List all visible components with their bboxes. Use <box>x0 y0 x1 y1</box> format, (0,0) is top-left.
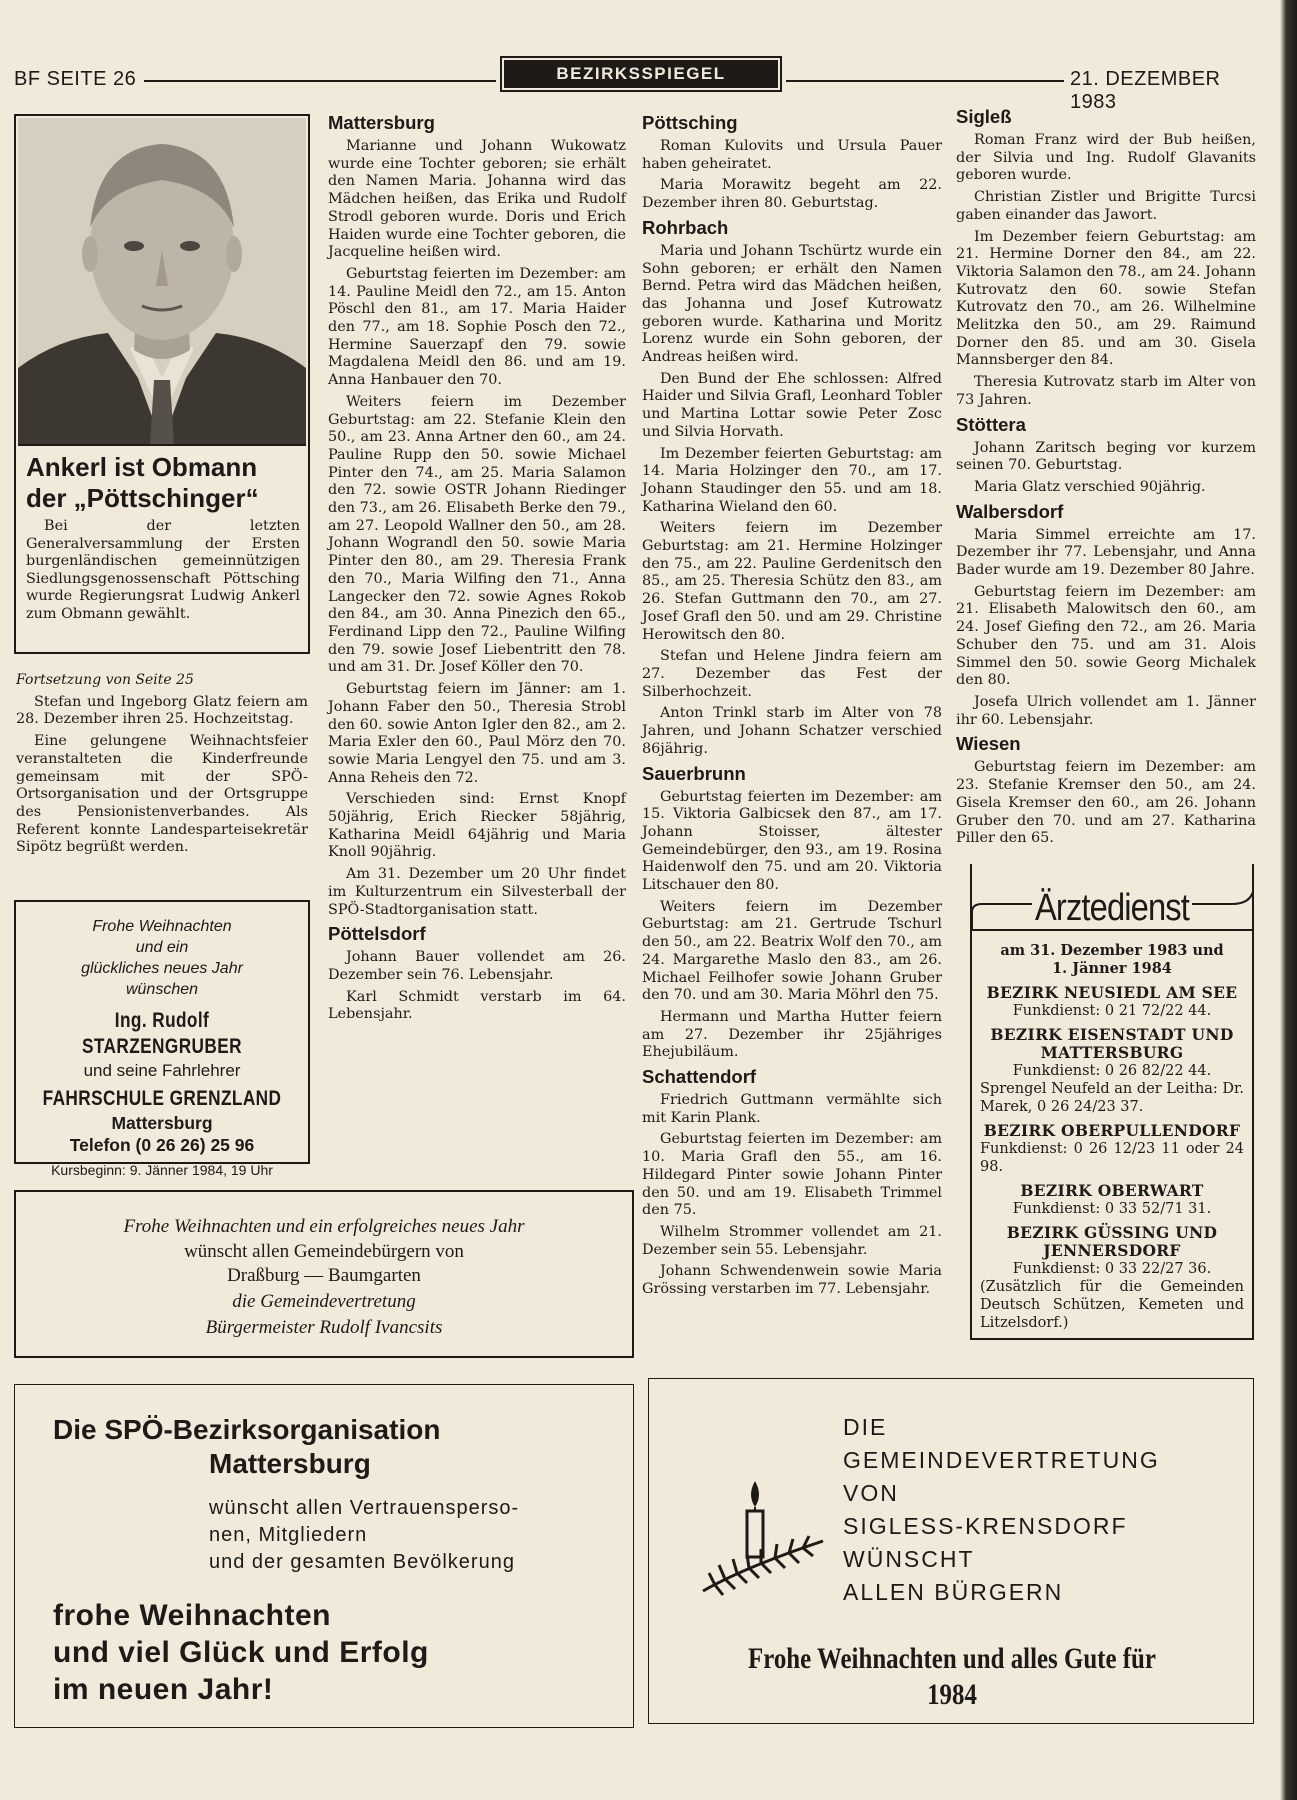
district-name: BEZIRK EISENSTADT UND <box>990 1025 1234 1044</box>
article-paragraph: Weiters feiern im Dezember Geburtstag: am 22. Stefanie Klein den 50., am 23. Anna Artner den 60., am 24. Pauline Rupp den 50. sowie Michael Pinter den 74., am 25. Maria Salamon den 72. sowie OSTR Johann Riedinger den 73., am 26. Elisabeth Berke den 79., am 27. Leopold Wallner den 50., am 28. Johann Wograndl den 50. sowie Maria Pinter den 80., am 29. Theresia Frank den 70., Maria Wilfing den 71., Anna Langecker den 72. sowie Agnes Rokob den 84., am 30. Anna Pinezich den 65., Ferdinand Lipp den 72., Pauline Wilfing den 79. sowie Josef Liebentritt den 78. und am 31. Dr. Josef Köller den 70. <box>328 393 626 676</box>
ad-line: Frohe Weihnachten <box>92 918 232 935</box>
doctor-duty-content <box>972 942 1252 1332</box>
headline-line-2: der „Pöttschinger“ <box>26 483 259 513</box>
article-paragraph: Friedrich Guttmann vermählte sich mit Karin Plank. <box>642 1092 942 1126</box>
duty-date: am 31. Dezember 1983 und <box>1000 942 1224 959</box>
header-rule-left <box>144 80 496 82</box>
ad-line: DIE <box>843 1414 888 1440</box>
header-rule-right <box>786 80 1064 82</box>
district-note: (Zusätzlich für die Gemeinden Deutsch Schützen, Kemeten und Litzelsdorf.) <box>980 1279 1244 1331</box>
duty-date: 1. Jänner 1984 <box>1052 960 1172 977</box>
sigless-greeting-ad <box>648 1378 1254 1724</box>
ad-line: und ein <box>135 939 189 956</box>
section-heading-poettsching: Pöttsching <box>642 112 738 133</box>
ad-line: wünscht allen Vertrauensperso- <box>209 1497 520 1519</box>
course-start: Kursbeginn: 9. Jänner 1984, 19 Uhr <box>51 1162 273 1178</box>
article-paragraph: Geburtstag feierten im Dezember: am 10. Maria Grafl den 55., am 16. Hildegard Pinter sowie Johann Pinter den 50. und am 19. Elisabeth Trimmel den 75. <box>642 1131 942 1219</box>
article-paragraph: Im Dezember feierten Geburtstag: am 14. Maria Holzinger den 70., am 17. Johann Staudinger den 55. und am 18. Katharina Wieland den 60. <box>642 445 942 515</box>
ad-line: WÜNSCHT <box>843 1546 975 1572</box>
continued-label: Fortsetzung von Seite 25 <box>16 672 194 688</box>
article-paragraph: Im Dezember feiern Geburtstag: am 21. Hermine Dorner den 84., am 22. Viktoria Salamon den 78., am 24. Johann Kutrovatz den 60. sowie Stefan Kutrovatz den 70., am 26. Wilhelmine Melitzka den 50., am 29. Raimund Dorner den 85. und am 30. Gisela Mannsberger den 84. <box>956 228 1256 369</box>
section-heading-wiesen: Wiesen <box>956 733 1021 755</box>
district-note: Sprengel Neufeld an der Leitha: Dr. Marek, 0 26 24/23 37. <box>980 1081 1244 1115</box>
article-paragraph: Karl Schmidt verstarb im 64. Lebensjahr. <box>328 988 626 1023</box>
section-heading-walbersdorf: Walbersdorf <box>956 500 1064 522</box>
article-paragraph: Geburtstag feiern im Jänner: am 1. Johann Faber den 50., Theresia Strobl den 60. sowie Anton Igler den 82., am 2. Maria Exler den 60., Paul Mörz den 70. sowie Maria Lengyel den 75. und am 3. Anna Reheis den 72. <box>328 681 626 786</box>
page-header <box>14 56 1254 113</box>
article-paragraph: Stefan und Helene Jindra feiern am 27. Dezember das Fest der Silberhochzeit. <box>642 648 942 700</box>
article-paragraph: Geburtstag feierten im Dezember: am 15. Viktoria Galbicsek den 87., am 17. Johann Stoisser, ältester Gemeindebürger, den 93., am 19. Rosina Haidenwolf den 75. und am 20. Viktoria Litschauer den 80. <box>642 788 942 894</box>
column-3 <box>642 110 942 1303</box>
ad-heading: Mattersburg <box>209 1448 371 1479</box>
ad-line: ALLEN BÜRGERN <box>843 1579 1064 1605</box>
district-name: JENNERSDORF <box>1043 1241 1181 1260</box>
section-heading-rohrbach: Rohrbach <box>642 216 729 238</box>
doctor-duty-title-area <box>972 864 1252 944</box>
section-heading-sigless: Sigleß <box>956 106 1012 127</box>
ad-line: wünschen <box>125 981 199 998</box>
district-name: MATTERSBURG <box>1040 1043 1184 1062</box>
ad-line: GEMEINDEVERTRETUNG <box>843 1447 1160 1473</box>
ad-closing-line: Frohe Weihnachten und alles Gute für 1984 <box>748 1642 1156 1711</box>
ad-line: und der gesamten Bevölkerung <box>209 1551 515 1573</box>
article-paragraph: Roman Franz wird der Bub heißen, der Silvia und Ing. Rudolf Glavanits geboren wurde. <box>956 132 1256 184</box>
article-paragraph: Wilhelm Strommer vollendet am 21. Dezember sein 55. Lebensjahr. <box>642 1223 942 1258</box>
article-paragraph: Anton Trinkl starb im Alter von 78 Jahren, und Johann Schatzer verschied 86jährig. <box>642 705 942 757</box>
ad-line: und seine Fahrlehrer <box>83 1061 241 1080</box>
article-paragraph: Roman Kulovits und Ursula Pauer haben geheiratet. <box>642 138 942 172</box>
ad-line: und viel Glück und Erfolg <box>53 1636 429 1669</box>
district-phone: Funkdienst: 0 33 52/71 31. <box>1012 1201 1212 1217</box>
instructor-name: Ing. Rudolf STARZENGRUBER <box>81 1009 243 1058</box>
article-paragraph: Am 31. Dezember um 20 Uhr findet im Kulturzentrum ein Silvesterball der SPÖ-Stadtorganisation statt. <box>328 866 626 918</box>
ad-heading: Die SPÖ-Bezirksorganisation <box>53 1414 441 1445</box>
driving-school-ad <box>14 900 310 1178</box>
district-name: BEZIRK NEUSIEDL AM SEE <box>986 983 1238 1002</box>
district-name: BEZIRK GÜSSING UND <box>1006 1223 1218 1242</box>
ad-line: frohe Weihnachten <box>53 1599 331 1632</box>
section-heading-stoettera: Stöttera <box>956 413 1026 435</box>
article-paragraph: Weiters feiern im Dezember Geburtstag: am 21. Hermine Holzinger den 75., am 22. Pauline Gerdenitsch den 85., am 25. Theresia Schütz den 83., am 26. Stefan Guttmann den 70., am 27. Josef Grafl den 50. und am 29. Christine Herowitsch den 80. <box>642 520 942 643</box>
caption-text: Bei der letzten Generalversammlung der Ersten burgenländischen gemeinnützigen Siedlungsgenossenschaft Pöttsching wurde Regierungsrat Ludwig Ankerl zum Obmann gewählt. <box>26 518 300 622</box>
article-paragraph: Hermann und Martha Hutter feiern am 27. Dezember ihr 25jähriges Ehejubiläum. <box>642 1008 942 1061</box>
column-2 <box>328 110 626 1028</box>
portrait-photo <box>18 118 306 446</box>
article-paragraph: Maria Simmel erreichte am 17. Dezember ihr 77. Lebensjahr, und Anna Bader wurde am 19. Dezember 80 Jahre. <box>956 526 1256 579</box>
drassburg-greeting-ad <box>14 1190 634 1358</box>
article-paragraph: Geburtstag feiern im Dezember: am 23. Stefanie Kremser den 50., am 24. Gisela Kremser den 60., am 26. Johann Gruber den 70. und am 27. Katharina Piller den 65. <box>956 759 1256 847</box>
issue-date: 21. DEZEMBER 1983 <box>1070 68 1221 113</box>
headline-line-1: Ankerl ist Obmann <box>26 452 258 482</box>
portrait-icon <box>18 118 306 444</box>
article-paragraph: Maria und Johann Tschürtz wurde ein Sohn geboren; er erhält den Namen Bernd. Petra wird das Mädchen heißen, das Johanna und Josef Kutrowatz geboren wurde. Katharina und Moritz Lorenz wurde ein Sohn geboren, der Andreas heißen wird. <box>642 242 942 366</box>
doctor-duty-box <box>970 864 1254 1340</box>
district-phone: Funkdienst: 0 26 82/22 44. <box>1012 1063 1212 1079</box>
ad-line: VON <box>843 1480 899 1506</box>
article-paragraph: Johann Schwendenwein sowie Maria Grössing verstarben im 77. Lebensjahr. <box>642 1263 942 1298</box>
article-paragraph: Christian Zistler und Brigitte Turcsi gaben einander das Jawort. <box>956 189 1256 223</box>
district-phone: Funkdienst: 0 26 12/23 11 oder 24 98. <box>980 1141 1244 1175</box>
photo-article <box>14 114 310 654</box>
doctor-duty-title: Ärztedienst <box>1034 887 1190 929</box>
district-name: BEZIRK OBERWART <box>1020 1181 1204 1200</box>
article-paragraph: Den Bund der Ehe schlossen: Alfred Haider und Silvia Grafl, Leonhard Tobler und Martina Lottar sowie Peter Zosc und Silvia Horvath. <box>642 370 942 440</box>
article-paragraph: Marianne und Johann Wukowatz wurde eine Tochter geboren; sie erhält den Namen Maria. Johanna wird das Mädchen heißen, das Erika und Rudolf Strodl geboren wurde. Doris und Erich Haiden wurde eine Tochter geboren, die Jacqueline heißen wird. <box>328 138 626 261</box>
continued-article <box>16 672 308 861</box>
district-name: BEZIRK OBERPULLENDORF <box>983 1121 1241 1140</box>
article-paragraph: Johann Bauer vollendet am 26. Dezember sein 76. Lebensjahr. <box>328 949 626 983</box>
district-phone: Funkdienst: 0 21 72/22 44. <box>1012 1003 1212 1019</box>
article-paragraph: Maria Morawitz begeht am 22. Dezember ihren 80. Geburtstag. <box>642 177 942 212</box>
article-paragraph: Weiters feiern im Dezember Geburtstag: am 21. Gertrude Tschurl den 50., am 22. Beatrix Wolf den 70., am 24. Margarethe Maslo den 83., am 26. Michael Feilhofer sowie Johann Gruber den 70. und am 30. Maria Möhrl den 75. <box>642 898 942 1004</box>
article-paragraph: Theresia Kutrovatz starb im Alter von 73 Jahren. <box>956 374 1256 408</box>
ad-line: wünscht allen Gemeindebürgern von <box>184 1241 464 1262</box>
school-name: FAHRSCHULE GRENZLAND <box>42 1087 282 1110</box>
ad-line: Frohe Weihnachten und ein erfolgreiches neues Jahr <box>123 1216 525 1237</box>
ad-line: SIGLESS-KRENSDORF <box>843 1513 1128 1539</box>
district-phone: Funkdienst: 0 33 22/27 36. <box>1012 1261 1212 1277</box>
section-heading-mattersburg: Mattersburg <box>328 112 435 133</box>
article-paragraph: Johann Zaritsch beging vor kurzem seinen 70. Geburtstag. <box>956 439 1256 474</box>
ad-line: Bürgermeister Rudolf Ivancsits <box>205 1317 443 1338</box>
article-paragraph: Maria Glatz verschied 90jährig. <box>974 478 1206 495</box>
ad-line: glückliches neues Jahr <box>81 960 243 977</box>
ad-line: im neuen Jahr! <box>53 1673 274 1706</box>
section-label: BEZIRKSSPIEGEL <box>504 60 778 88</box>
article-paragraph: Josefa Ulrich vollendet am 1. Jänner ihr 60. Lebensjahr. <box>956 693 1256 728</box>
section-label-box <box>500 56 782 92</box>
section-heading-schattendorf: Schattendorf <box>642 1066 757 1088</box>
photo-caption <box>26 452 300 623</box>
ad-line: nen, Mitgliedern <box>209 1524 368 1546</box>
article-paragraph: Verschieden sind: Ernst Knopf 50jährig, Erich Riecker 58jährig, Katharina Meidl 64jährig und Maria Knoll 90jährig. <box>328 791 626 861</box>
candle-icon <box>695 1471 835 1601</box>
school-town: Mattersburg <box>111 1113 213 1133</box>
section-heading-poettelsdorf: Pöttelsdorf <box>328 923 426 945</box>
continued-paragraph: Stefan und Ingeborg Glatz feiern am 28. Dezember ihren 25. Hochzeitstag. <box>16 693 308 728</box>
continued-paragraph: Eine gelungene Weihnachtsfeier veranstalteten die Kinderfreunde gemeinsam mit der SPÖ-Ortsorganisation und der Ortsgruppe des Pensionistenverbandes. Als Referent konnte Landesparteisekretär Sipötz begrüßt werden. <box>16 733 308 856</box>
article-paragraph: Geburtstag feierten im Dezember: am 14. Pauline Meidl den 72., am 15. Anton Pöschl den 81., am 17. Maria Haider den 77., am 18. Sophie Posch den 72., Hermine Sauerzapf den 79. sowie Magdalena Meidl den 86. und am 19. Anna Hanbauer den 70. <box>328 265 626 389</box>
page-number: BF SEITE 26 <box>14 68 137 90</box>
ad-line: die Gemeindevertretung <box>232 1291 416 1312</box>
spoe-greeting-ad <box>14 1384 634 1728</box>
page-edge-shadow <box>1280 0 1297 1800</box>
section-heading-sauerbrunn: Sauerbrunn <box>642 762 746 784</box>
ad-line: Draßburg — Baumgarten <box>227 1265 421 1286</box>
article-paragraph: Geburtstag feiern im Dezember: am 21. Elisabeth Malowitsch den 60., am 24. Josef Giefing den 72., am 26. Maria Schuber den 75. und am 31. Alois Simmel den 50. sowie Georg Michalek den 80. <box>956 583 1256 689</box>
school-phone: Telefon (0 26 26) 25 96 <box>69 1135 255 1155</box>
column-4 <box>956 104 1256 852</box>
